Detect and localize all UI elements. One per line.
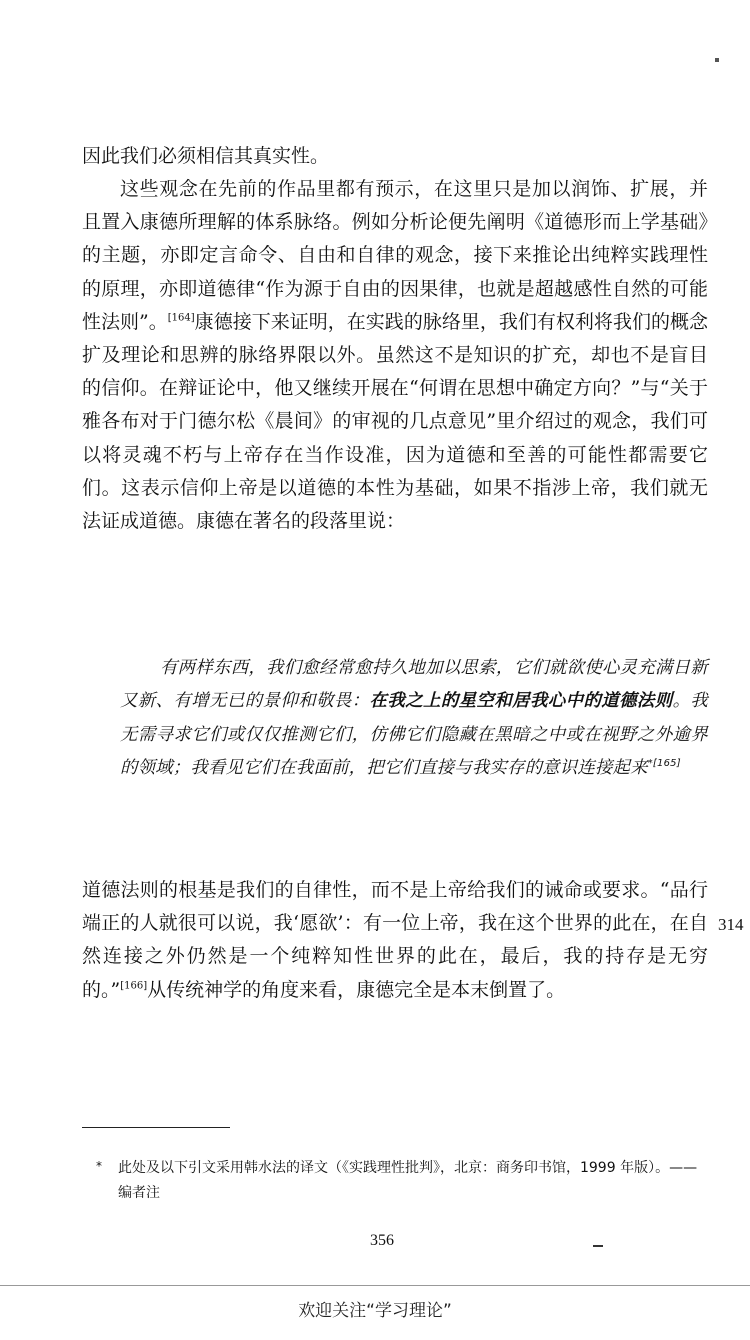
- footnote: [96, 1156, 700, 1206]
- paragraph-intro-text: 因此我们必须相信其真实性。: [82, 145, 330, 167]
- margin-page-number: 314: [718, 915, 744, 934]
- quote-text-a: 有两样东西，我们愈经常愈持久地加以思索，它们就欲使心灵充满日新又新、有增无已的景仰和敬畏：: [120, 658, 708, 712]
- citation-165: *[165]: [647, 758, 681, 770]
- quote-text-b: 。我无需寻求它们或仅仅推测它们，仿佛它们隐藏在黑暗之中或在视野之外逾界的领域；我看见它们在我面前，把它们直接与我实存的意识连接起来: [120, 691, 708, 779]
- scan-mark: [593, 1245, 603, 1247]
- page-number: 356: [370, 1232, 394, 1249]
- scan-speck: [715, 58, 719, 62]
- footnote-divider: [82, 1127, 230, 1128]
- paragraph-conclusion: [82, 874, 708, 1007]
- citation-166: [166]: [120, 980, 148, 992]
- block-quote: [120, 652, 708, 786]
- footnote-text: 此处及以下引文采用韩水法的译文（《实践理性批判》，北京：商务印书馆，1999 年版）。——编者注: [118, 1160, 698, 1201]
- watermark-banner: 欢迎关注“学习理论”: [298, 1301, 452, 1321]
- bottom-divider: [0, 1285, 750, 1286]
- paragraph-main: [82, 173, 708, 538]
- paragraph-conclusion-text-a: 道德法则的根基是我们的自律性，而不是上帝给我们的诫命或要求。“品行端正的人就很可以说，我‘愿欲’：有一位上帝，我在这个世界的此在，在自然连接之外仍然是一个纯粹知性世界的此在，最后，我的持存是无穷的。”: [82, 879, 708, 1001]
- quote-emphasis: 在我之上的星空和居我心中的道德法则: [369, 691, 673, 712]
- paragraph-intro: [82, 140, 708, 173]
- paragraph-conclusion-text-b: 从传统神学的角度来看，康德完全是本末倒置了。: [147, 978, 566, 1001]
- citation-164: [164]: [167, 312, 195, 324]
- footnote-mark: *: [96, 1159, 102, 1173]
- paragraph-main-text-a: 这些观念在先前的作品里都有预示，在这里只是加以润饰、扩展，并且置入康德所理解的体系脉络。例如分析论便先阐明《道德形而上学基础》的主题，亦即定言命令、自由和自律的观念，接下来推论出纯粹实践理性的原理，亦即道德律“作为源于自由的因果律，也就是超越感性自然的可能性法则”。: [82, 178, 708, 333]
- paragraph-main-text-b: 康德接下来证明，在实践的脉络里，我们有权利将我们的概念扩及理论和思辨的脉络界限以外。虽然这不是知识的扩充，却也不是盲目的信仰。在辩证论中，他又继续开展在“何谓在思想中确定方向？”与“关于雅各布对于门德尔松《晨间》的审视的几点意见”里介绍过的观念，我们可以将灵魂不朽与上帝存在当作设准，因为道德和至善的可能性都需要它们。这表示信仰上帝是以道德的本性为基础，如果不指涉上帝，我们就无法证成道德。康德在著名的段落里说：: [82, 310, 708, 533]
